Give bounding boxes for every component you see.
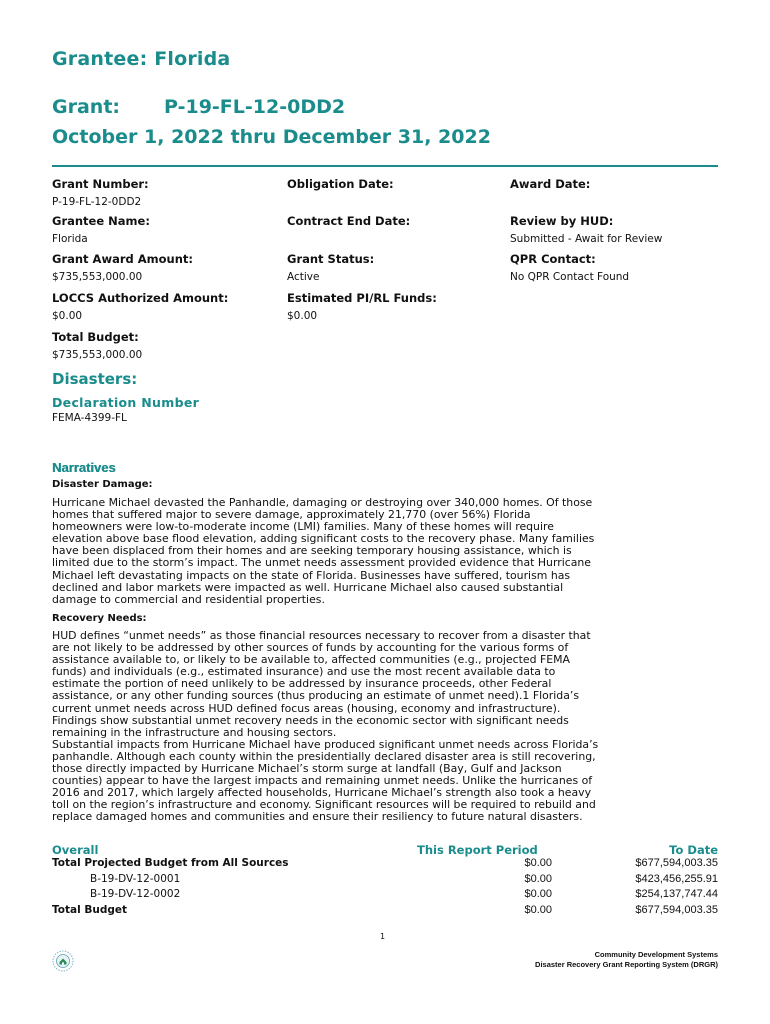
estimated-pi-rl-funds-label: Estimated PI/RL Funds: bbox=[287, 291, 437, 305]
disaster-damage-label: Disaster Damage: bbox=[52, 479, 153, 490]
estimated-pi-rl-funds-field bbox=[287, 291, 437, 322]
table-row-period: $0.00 bbox=[524, 873, 552, 885]
col-todate-header: To Date bbox=[669, 843, 718, 857]
qpr-contact-label: QPR Contact: bbox=[510, 252, 596, 266]
grant-number-value: P-19-FL-12-0DD2 bbox=[52, 196, 142, 208]
grant-status-value: Active bbox=[287, 271, 320, 283]
declaration-number-value: FEMA-4399-FL bbox=[52, 412, 127, 424]
grantee-name: Florida bbox=[154, 48, 231, 70]
contract-end-date-label: Contract End Date: bbox=[287, 214, 411, 228]
table-row-period: $0.00 bbox=[524, 904, 552, 916]
grant-status-field bbox=[287, 252, 374, 283]
qpr-contact-value: No QPR Contact Found bbox=[510, 271, 630, 283]
recovery-needs-label: Recovery Needs: bbox=[52, 613, 147, 624]
header-divider bbox=[52, 165, 718, 167]
grant-status-label: Grant Status: bbox=[287, 252, 375, 266]
grantee-name-label: Grantee Name: bbox=[52, 214, 150, 228]
grant-number-field bbox=[52, 177, 149, 208]
grantee-heading bbox=[52, 48, 230, 70]
obligation-date-label: Obligation Date: bbox=[287, 177, 394, 191]
table-row-label: B-19-DV-12-0001 bbox=[90, 873, 181, 885]
grantee-name-value: Florida bbox=[52, 233, 88, 245]
review-by-hud-value: Submitted - Await for Review bbox=[510, 233, 663, 245]
hud-seal-icon bbox=[52, 950, 74, 972]
review-by-hud-label: Review by HUD: bbox=[510, 214, 614, 228]
grant-award-amount-label: Grant Award Amount: bbox=[52, 252, 194, 266]
grant-heading bbox=[52, 96, 346, 118]
grant-award-amount-field bbox=[52, 252, 193, 283]
table-row-todate: $677,594,003.35 bbox=[635, 857, 718, 869]
award-date-label: Award Date: bbox=[510, 177, 591, 191]
table-row-todate: $423,456,255.91 bbox=[635, 873, 718, 885]
loccs-authorized-amount-value: $0.00 bbox=[52, 310, 83, 322]
loccs-authorized-amount-field bbox=[52, 291, 228, 322]
review-by-hud-field bbox=[510, 214, 662, 245]
loccs-authorized-amount-label: LOCCS Authorized Amount: bbox=[52, 291, 229, 305]
award-date-field bbox=[510, 177, 590, 196]
grantee-name-field bbox=[52, 214, 150, 245]
grant-label: Grant: bbox=[52, 96, 120, 118]
table-row-label: Total Projected Budget from All Sources bbox=[52, 857, 289, 869]
table-row-todate: $677,594,003.35 bbox=[635, 904, 718, 916]
col-overall-header: Overall bbox=[52, 843, 99, 857]
contract-end-date-field bbox=[287, 214, 410, 233]
total-budget-label: Total Budget: bbox=[52, 330, 139, 344]
page-number: 1 bbox=[380, 932, 386, 941]
estimated-pi-rl-funds-value: $0.00 bbox=[287, 310, 318, 322]
report-period: October 1, 2022 thru December 31, 2022 bbox=[52, 126, 491, 148]
grantee-label: Grantee: bbox=[52, 48, 148, 70]
obligation-date-field bbox=[287, 177, 394, 196]
grant-award-amount-value: $735,553,000.00 bbox=[52, 271, 143, 283]
narratives-heading: Narratives bbox=[52, 460, 116, 475]
total-budget-field bbox=[52, 330, 142, 361]
recovery-needs-text: HUD defines “unmet needs” as those financial resources necessary to recover from a disaster that are not likely to be addressed by other sources of funds by accounting for the various forms of assistance available to, or likely to be available to, affected communities (e.g., projected FEMA funds) and individuals (e.g., estimated insurance) and use the most recent available data to estimate the portion of need unlikely to be addressed by insurance proceeds, other Federal assistance, or any other funding sources (thus producing an estimate of unmet need).1 Florida’s current unmet needs across HUD defined focus areas (housing, economy and infrastructure). Findings show substantial unmet recovery needs in the economic sector with significant needs remaining in the infrastructure and housing sectors. Substantial impacts from Hurricane Michael have produced significant unmet needs across Florida’s panhandle. Although each county within the presidentially declared disaster area is still recovering, those directly impacted by Hurricane Michael’s storm surge at landfall (Bay, Gulf and Jackson counties) appear to have the largest impacts and remaining unmet needs. Unlike the hurricanes of 2016 and 2017, which largely affected households, Hurricane Michael’s strength also took a heavy toll on the region’s infrastructure and economy. Significant resources will be required to rebuild and replace damaged homes and communities and ensure their resiliency to future natural disasters. bbox=[52, 629, 599, 824]
footer-line-2: Disaster Recovery Grant Reporting System (DRGR) bbox=[535, 960, 718, 969]
total-budget-value: $735,553,000.00 bbox=[52, 349, 143, 361]
table-row-label: Total Budget bbox=[52, 904, 127, 916]
grant-id: P-19-FL-12-0DD2 bbox=[164, 96, 346, 118]
footer-text bbox=[535, 950, 718, 970]
table-row-period: $0.00 bbox=[524, 857, 552, 869]
col-period-header: This Report Period bbox=[417, 843, 538, 857]
disasters-heading: Disasters: bbox=[52, 370, 138, 388]
table-row-todate: $254,137,747.44 bbox=[635, 888, 718, 900]
declaration-number-label: Declaration Number bbox=[52, 395, 200, 410]
disaster-damage-text: Hurricane Michael devasted the Panhandle, damaging or destroying over 340,000 homes. Of those homes that suffered major to severe damage, approximately 21,770 (over 56%) Florida homeowners were low-to-moderate income (LMI) families. Many of these homes will require elevation above base flood elevation, adding significant costs to the recovery phase. Many families have been displaced from their homes and are seeking temporary housing assistance, which is limited due to the storm’s impact. The unmet needs assessment provided evidence that Hurricane Michael left devastating impacts on the state of Florida. Businesses have suffered, tourism has declined and labor markets were impacted as well. Hurricane Michael also caused substantial damage to commercial and residential properties. bbox=[52, 496, 595, 606]
table-row-label: B-19-DV-12-0002 bbox=[90, 888, 181, 900]
table-row-period: $0.00 bbox=[524, 888, 552, 900]
qpr-contact-field bbox=[510, 252, 629, 283]
footer-line-1: Community Development Systems bbox=[594, 950, 718, 959]
grant-number-label: Grant Number: bbox=[52, 177, 149, 191]
